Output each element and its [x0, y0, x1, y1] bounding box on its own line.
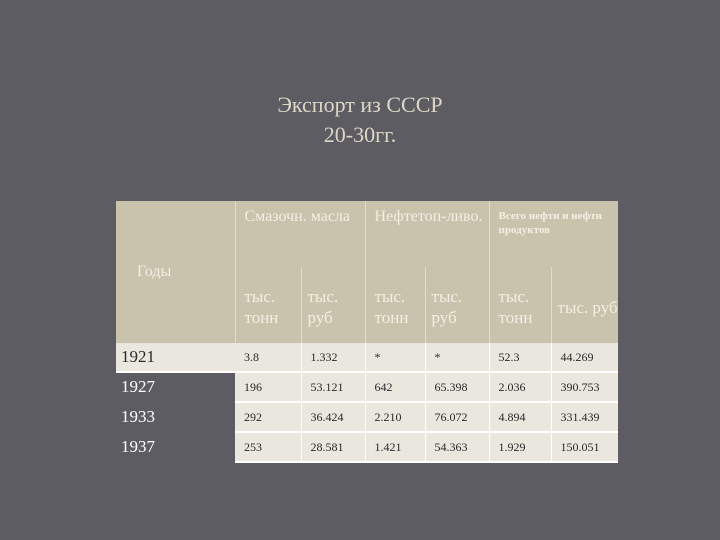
group-header-fuel: Нефтетоп-ливо. [365, 201, 489, 267]
years-header: Годы [116, 201, 235, 343]
value-cell: * [425, 343, 489, 372]
value-cell: 54.363 [425, 432, 489, 462]
value-cell: 2.210 [365, 402, 425, 432]
table-row [116, 432, 618, 462]
slide-title [0, 90, 720, 150]
value-cell: 1.421 [365, 432, 425, 462]
unit-header: тыс. руб [425, 267, 489, 343]
unit-header: тыс. тонн [235, 267, 301, 343]
value-cell: 2.036 [489, 372, 551, 402]
value-cell: 253 [235, 432, 301, 462]
table-row [116, 343, 618, 372]
value-cell: 4.894 [489, 402, 551, 432]
unit-header: тыс. тонн [365, 267, 425, 343]
value-cell: 3.8 [235, 343, 301, 372]
value-cell: 36.424 [301, 402, 365, 432]
header-row-groups [116, 201, 618, 267]
table-row [116, 402, 618, 432]
group-header-lubricants: Смазочн. масла [235, 201, 365, 267]
value-cell: 44.269 [551, 343, 618, 372]
value-cell: * [365, 343, 425, 372]
export-table [116, 201, 618, 463]
value-cell: 76.072 [425, 402, 489, 432]
table-row [116, 372, 618, 402]
title-line-1: Экспорт из СССР [277, 92, 443, 117]
unit-header: тыс. тонн [489, 267, 551, 343]
value-cell: 642 [365, 372, 425, 402]
value-cell: 52.3 [489, 343, 551, 372]
value-cell: 331.439 [551, 402, 618, 432]
year-cell: 1933 [116, 402, 235, 432]
value-cell: 28.581 [301, 432, 365, 462]
value-cell: 292 [235, 402, 301, 432]
value-cell: 1.332 [301, 343, 365, 372]
value-cell: 390.753 [551, 372, 618, 402]
group-header-total: Всего нефти и нефти продуктов [489, 201, 618, 267]
title-line-2: 20-30гг. [323, 122, 397, 147]
value-cell: 196 [235, 372, 301, 402]
unit-header: тыс. руб [301, 267, 365, 343]
value-cell: 1.929 [489, 432, 551, 462]
unit-header: тыс. руб [551, 267, 618, 343]
year-cell: 1927 [116, 372, 235, 402]
value-cell: 53.121 [301, 372, 365, 402]
value-cell: 65.398 [425, 372, 489, 402]
value-cell: 150.051 [551, 432, 618, 462]
year-cell: 1921 [116, 343, 235, 372]
year-cell: 1937 [116, 432, 235, 462]
